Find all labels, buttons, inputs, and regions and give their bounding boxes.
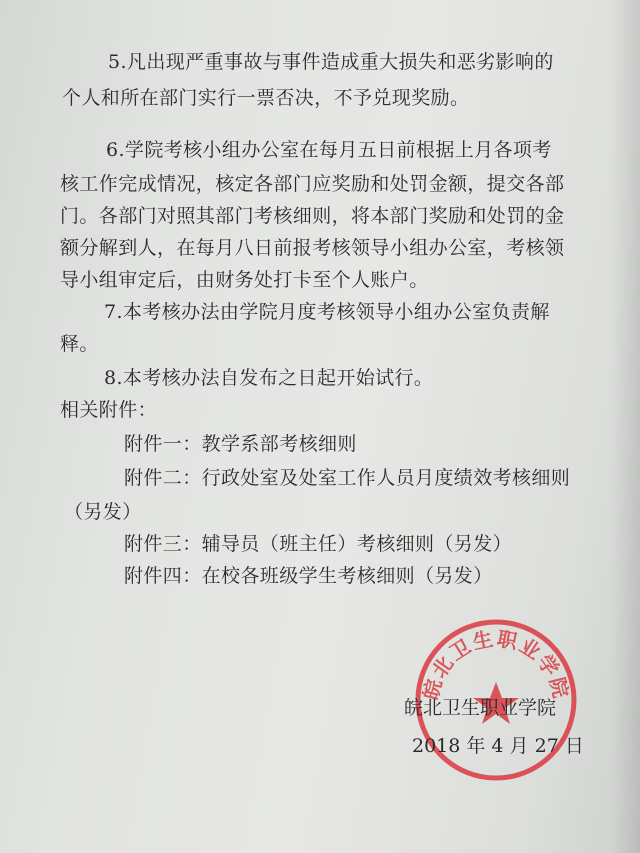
attachment-item: 附件四：在校各班级学生考核细则（另发） bbox=[124, 565, 493, 587]
signature-organization: 皖北卫生职业学院 bbox=[404, 697, 557, 719]
paragraph-line: 7.本考核办法由学院月度考核领导小组办公室负责解 bbox=[104, 301, 550, 323]
paragraph-line: 导小组审定后，由财务处打卡至个人账户。 bbox=[60, 269, 429, 291]
attachment-item: 附件一：教学系部考核细则 bbox=[124, 433, 357, 455]
paragraph-line: 6.学院考核小组办公室在每月五日前根据上月各项考 bbox=[106, 139, 552, 161]
attachments-heading: 相关附件： bbox=[60, 399, 158, 421]
svg-text:皖北卫生职业学院: 皖北卫生职业学院 bbox=[418, 626, 574, 703]
page-edge-shadow bbox=[610, 0, 640, 853]
signature-date: 2018 年 4 月 27 日 bbox=[412, 735, 584, 757]
paragraph-line: 5.凡出现严重事故与事件造成重大损失和恶劣影响的 bbox=[108, 51, 554, 73]
paragraph-line: 额分解到人，在每月八日前报考核领导小组办公室，考核领 bbox=[60, 237, 565, 259]
paragraph-line: 释。 bbox=[60, 333, 99, 355]
paragraph-line: 门。各部门对照其部门考核细则，将本部门奖励和处罚的金 bbox=[60, 205, 565, 227]
paragraph-line: 核工作完成情况，核定各部门应奖励和处罚金额，提交各部 bbox=[60, 173, 565, 195]
attachment-item: 附件二：行政处室及处室工作人员月度绩效考核细则 bbox=[124, 467, 571, 489]
paragraph-line: 个人和所在部门实行一票否决，不予兑现奖励。 bbox=[62, 87, 470, 109]
attachment-item: 附件三：辅导员（班主任）考核细则（另发） bbox=[124, 533, 513, 555]
attachment-item: （另发） bbox=[64, 501, 142, 523]
paragraph-line: 8.本考核办法自发布之日起开始试行。 bbox=[104, 367, 434, 389]
